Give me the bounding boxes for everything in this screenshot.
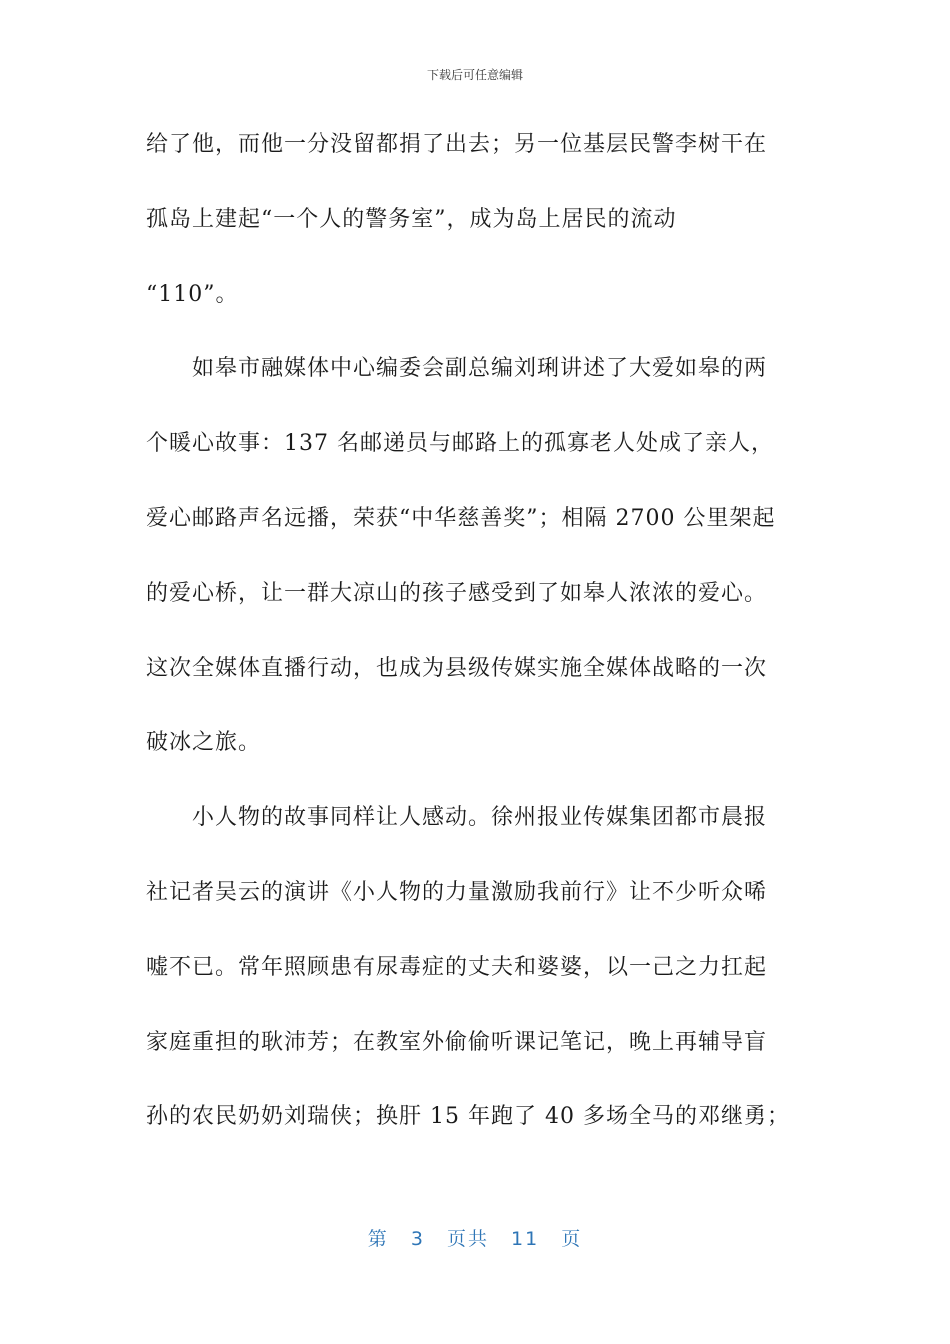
text-line: 爱心邮路声名远播，荣获“中华慈善奖”；相隔 2700 公里架起 [146,505,776,531]
paragraph-start-line: 小人物的故事同样让人感动。徐州报业传媒集团都市晨报 [192,805,768,831]
text-line: 嘘不已。常年照顾患有尿毒症的丈夫和婆婆，以一己之力扛起 [146,954,768,980]
text-line: 社记者吴云的演讲《小人物的力量激励我前行》让不少听众唏 [146,879,768,905]
text-line: 这次全媒体直播行动，也成为县级传媒实施全媒体战略的一次 [146,655,768,681]
text-line: 给了他，而他一分没留都捐了出去；另一位基层民警李树干在 [146,132,768,157]
text-line: 的爱心桥，让一群大凉山的孩子感受到了如皋人浓浓的爱心。 [146,580,768,606]
document-body [146,118,806,1165]
paragraph-start-line: 如皋市融媒体中心编委会副总编刘琍讲述了大爱如皋的两 [192,356,768,382]
header-note: 下载后可任意编辑 [426,68,523,82]
text-line: 个暖心故事：137 名邮递员与邮路上的孤寡老人处成了亲人， [146,431,774,457]
page-number-footer: 第 3 页共 11 页 [367,1228,583,1250]
text-line: 孤岛上建起“一个人的警务室”，成为岛上居民的流动 [146,206,677,232]
text-line: 家庭重担的耿沛芳；在教室外偷偷听课记笔记，晚上再辅导盲 [146,1029,768,1055]
text-line: 孙的农民奶奶刘瑞侠；换肝 15 年跑了 40 多场全马的邓继勇； [146,1104,790,1130]
text-line: 破冰之旅。 [146,730,262,756]
text-line: “110”。 [146,281,239,307]
